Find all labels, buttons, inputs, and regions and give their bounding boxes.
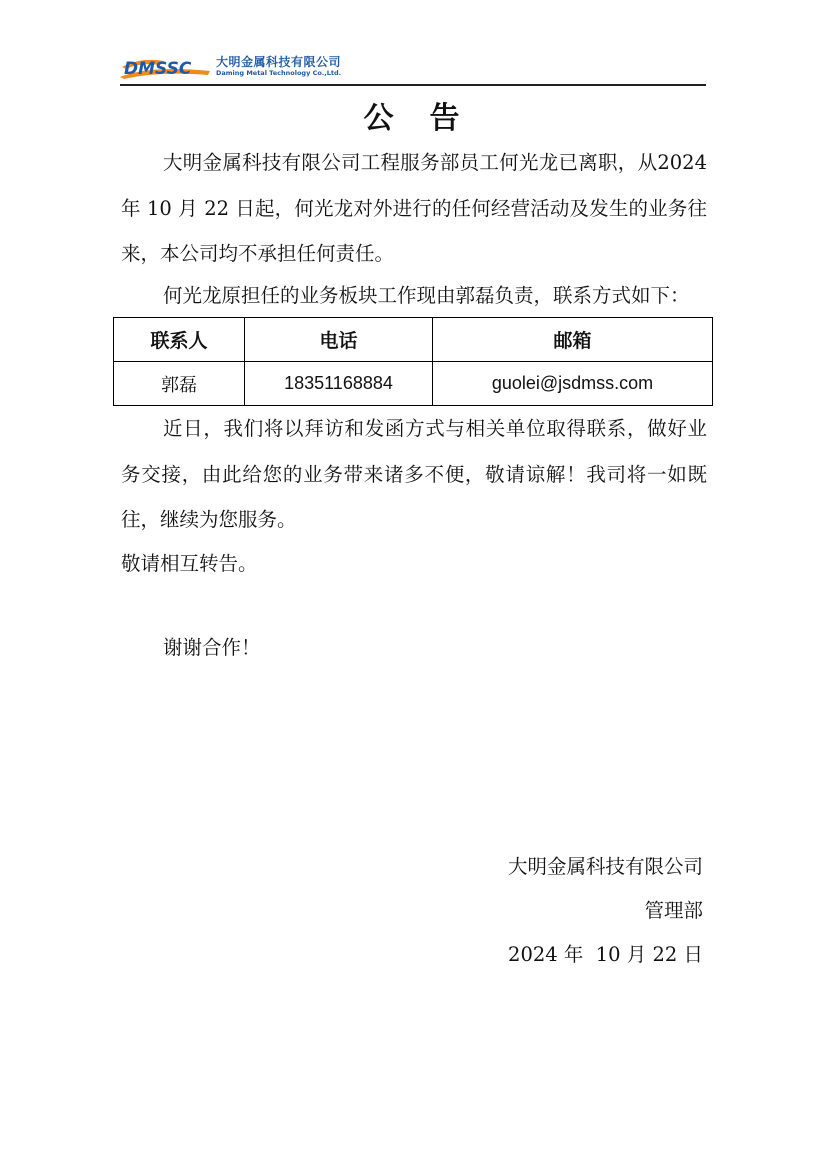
signature-department: 管理部 — [644, 899, 703, 922]
paragraph-thanks: 谢谢合作！ — [163, 636, 261, 659]
cell-email: guolei@jsdmss.com — [433, 362, 713, 406]
paragraph-handover: 何光龙原担任的业务板块工作现由郭磊负责，联系方式如下： — [163, 284, 690, 307]
header-contact-person: 联系人 — [114, 318, 245, 362]
header-email: 邮箱 — [433, 318, 713, 362]
company-name-cn: 大明金属科技有限公司 — [216, 55, 342, 69]
paragraph-contact-notice: 近日，我们将以拜访和发函方式与相关单位取得联系，做好业务交接，由此给您的业务带来诸多不便，敬请谅解！我司将一如既往，继续为您服务。 — [121, 417, 707, 531]
header-phone: 电话 — [245, 318, 433, 362]
company-logo-icon — [120, 55, 212, 79]
cell-contact-person: 郭磊 — [114, 362, 245, 406]
table-row — [114, 362, 713, 406]
letterhead — [120, 54, 706, 86]
cell-phone: 18351168884 — [245, 362, 433, 406]
company-name-en: Daming Metal Technology Co.,Ltd. — [216, 69, 342, 77]
notice-title: 公告 — [363, 101, 496, 136]
signature-date: 2024 年 10 月 22 日 — [508, 943, 703, 966]
paragraph-departure: 大明金属科技有限公司工程服务部员工何光龙已离职，从2024 年 10 月 22 日起，何光龙对外进行的任何经营活动及发生的业务往来，本公司均不承担任何责任。 — [121, 151, 707, 265]
company-name-block — [216, 56, 341, 77]
paragraph-forward: 敬请相互转告。 — [121, 552, 258, 575]
table-header-row — [114, 318, 713, 362]
signature-company: 大明金属科技有限公司 — [507, 855, 703, 878]
svg-text:DMSSC: DMSSC — [124, 59, 192, 79]
contact-table — [113, 317, 713, 406]
